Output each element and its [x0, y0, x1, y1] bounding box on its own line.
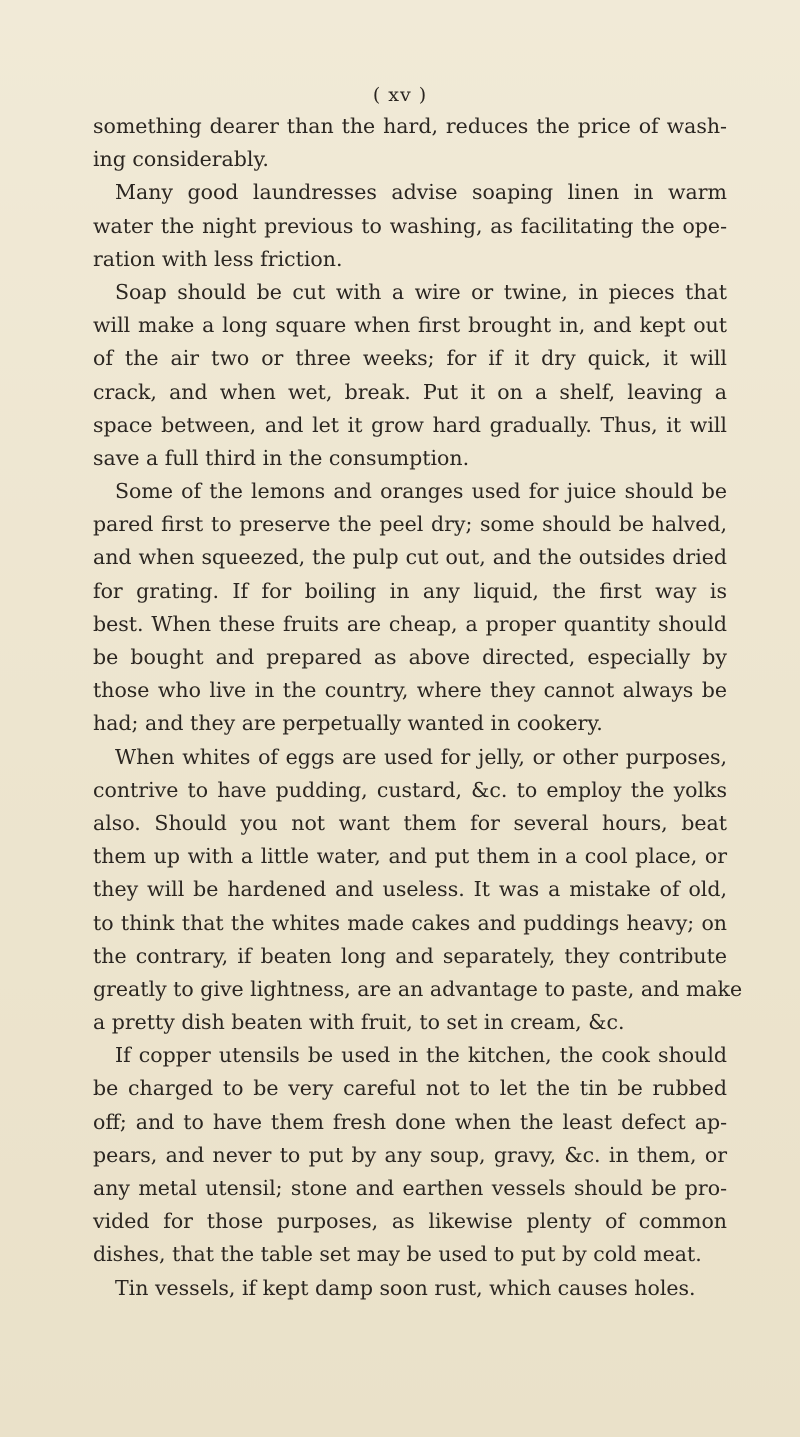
text-line: save a full third in the consumption.	[93, 445, 470, 470]
text-line: of the air two or three weeks; for if it dry quick, it will	[93, 346, 727, 371]
text-line: space between, and let it grow hard gradually. Thus, it will	[93, 412, 727, 437]
text-line: had; and they are perpetually wanted in cookery.	[93, 711, 603, 736]
text-line: vided for those purposes, as likewise plenty of common	[93, 1209, 727, 1234]
text-line: pared first to preserve the peel dry; some should be halved,	[93, 512, 727, 537]
text-line: dishes, that the table set may be used to put by cold meat.	[93, 1242, 702, 1267]
text-line: them up with a little water, and put them in a cool place, or	[93, 844, 727, 869]
text-line: When whites of eggs are used for jelly, or other purposes,	[115, 744, 727, 769]
text-line: off; and to have them fresh done when the least defect ap-	[93, 1109, 727, 1134]
text-line: be bought and prepared as above directed, especially by	[93, 645, 727, 669]
text-line: ration with less friction.	[93, 246, 343, 271]
text-line: best. When these fruits are cheap, a proper quantity should	[93, 611, 727, 636]
text-line: pears, and never to put by any soup, gravy, &c. in them, or	[93, 1142, 727, 1167]
text-line: ing considerably.	[93, 147, 269, 172]
text-line: to think that the whites made cakes and puddings heavy; on	[93, 910, 727, 935]
text-line: for grating. If for boiling in any liquid, the first way is	[93, 578, 727, 603]
text-line: and when squeezed, the pulp cut out, and the outsides dried	[93, 545, 727, 570]
text-line: contrive to have pudding, custard, &c. to employ the yolks	[93, 777, 727, 802]
text-line: Many good laundresses advise soaping linen in warm	[115, 180, 727, 205]
text-line: crack, and when wet, break. Put it on a shelf, leaving a	[93, 379, 727, 404]
body-text	[93, 110, 743, 1305]
text-line: also. Should you not want them for several hours, beat	[93, 810, 727, 835]
text-line: they will be hardened and useless. It was a mistake of old,	[93, 877, 727, 902]
text-line: be charged to be very careful not to let the tin be rubbed	[93, 1076, 727, 1101]
text-line: any metal utensil; stone and earthen vessels should be pro-	[93, 1176, 727, 1200]
text-line: greatly to give lightness, are an advantage to paste, and make	[93, 976, 743, 1001]
page-number: ( xv )	[372, 84, 428, 106]
text-line: If copper utensils be used in the kitchen, the cook should	[115, 1043, 727, 1068]
text-line: Tin vessels, if kept damp soon rust, which causes holes.	[115, 1275, 696, 1300]
text-line: will make a long square when first brought in, and kept out	[93, 313, 727, 338]
text-line: Some of the lemons and oranges used for juice should be	[115, 479, 727, 504]
text-line: the contrary, if beaten long and separately, they contribute	[93, 943, 727, 968]
text-line: Soap should be cut with a wire or twine, in pieces that	[115, 279, 727, 304]
text-line: those who live in the country, where they cannot always be	[93, 678, 727, 703]
text-line: water the night previous to washing, as facilitating the ope-	[93, 213, 727, 238]
text-line: something dearer than the hard, reduces the price of wash-	[93, 114, 727, 138]
text-line: a pretty dish beaten with fruit, to set in cream, &c.	[93, 1010, 625, 1035]
